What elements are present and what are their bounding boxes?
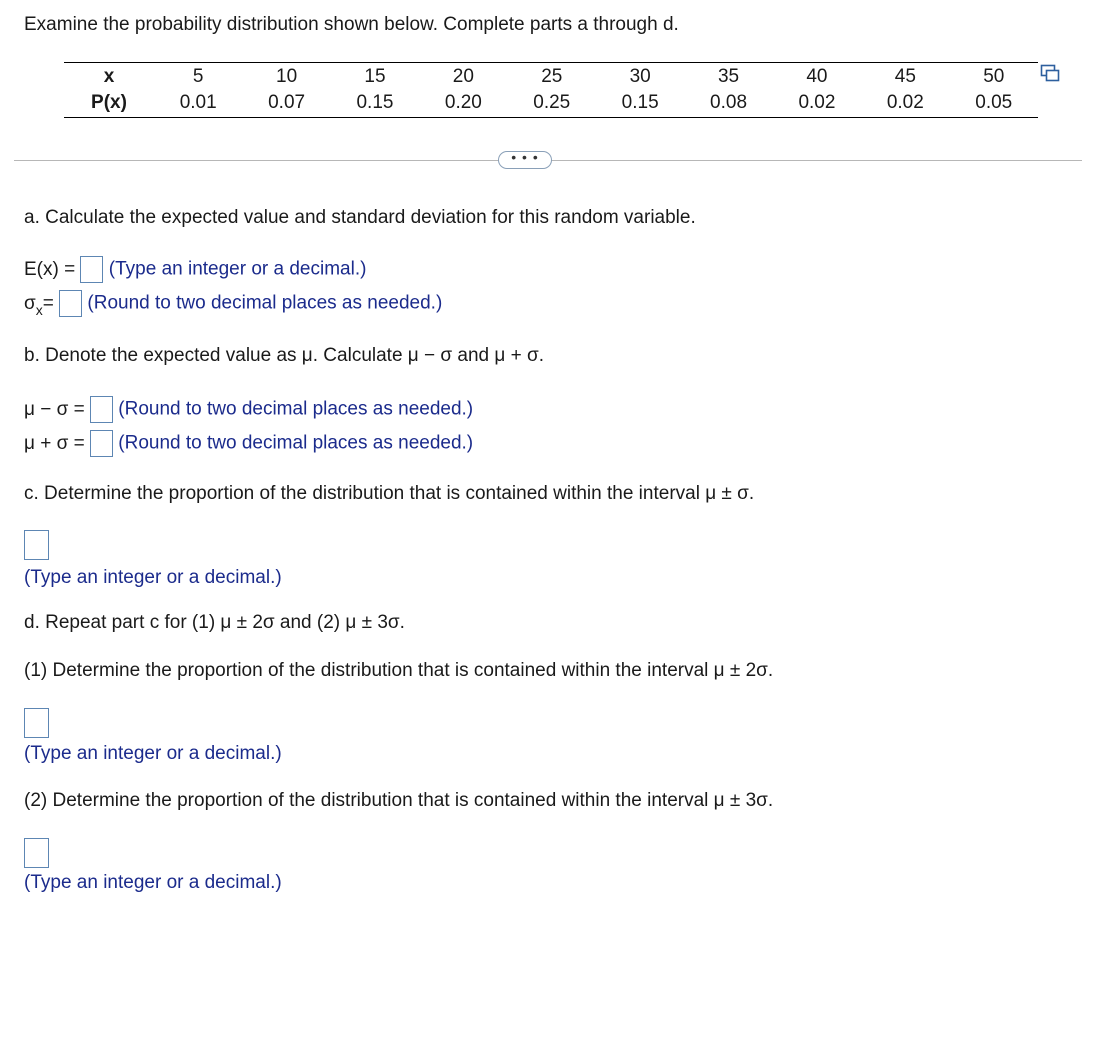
p-cell: 0.08: [684, 90, 772, 118]
p-cell: 0.02: [773, 90, 861, 118]
x-cell: 40: [773, 63, 861, 91]
sigma-row: [24, 290, 442, 317]
part-a-prompt: a. Calculate the expected value and standard deviation for this random variable.: [24, 207, 696, 228]
mu-plus-sigma-input[interactable]: [90, 430, 113, 457]
mu-plus-row: [24, 430, 473, 457]
expand-more-button[interactable]: • • •: [498, 151, 552, 169]
sigma-label: [24, 292, 54, 318]
mu-minus-sigma-input[interactable]: [90, 396, 113, 423]
x-cell: 45: [861, 63, 949, 91]
p-cell: 0.25: [508, 90, 596, 118]
part-d-prompt: d. Repeat part c for (1) μ ± 2σ and (2) μ ± 3σ.: [24, 612, 405, 633]
part-c-prompt: c. Determine the proportion of the distribution that is contained within the interval μ ± σ.: [24, 483, 755, 504]
p-cell: 0.02: [861, 90, 949, 118]
x-row: [64, 63, 1038, 91]
p-cell: 0.01: [154, 90, 242, 118]
sigma-subscript: x: [35, 301, 43, 318]
x-cell: 30: [596, 63, 684, 91]
p-cell: 0.20: [419, 90, 507, 118]
mu-minus-row: [24, 396, 473, 423]
ex-input[interactable]: [80, 256, 103, 283]
part-d2-input[interactable]: [24, 838, 49, 868]
x-cell: 10: [242, 63, 330, 91]
p-header: P(x): [64, 90, 154, 118]
part-b-prompt: b. Denote the expected value as μ. Calculate μ − σ and μ + σ.: [24, 345, 544, 366]
p-cell: 0.15: [596, 90, 684, 118]
part-d2-prompt: (2) Determine the proportion of the distribution that is contained within the interval μ ± 3σ.: [24, 790, 774, 811]
sigma-input[interactable]: [59, 290, 82, 317]
mu-plus-label: μ + σ =: [24, 432, 85, 454]
sigma-symbol: σ: [24, 292, 36, 314]
probability-table: [64, 62, 1038, 118]
x-cell: 50: [950, 63, 1038, 91]
x-cell: 5: [154, 63, 242, 91]
p-cell: 0.05: [950, 90, 1038, 118]
part-c-input[interactable]: [24, 530, 49, 560]
x-cell: 15: [331, 63, 419, 91]
x-cell: 25: [508, 63, 596, 91]
copy-table-icon[interactable]: [1040, 64, 1060, 82]
ex-row: [24, 256, 366, 283]
p-cell: 0.15: [331, 90, 419, 118]
ex-hint: (Type an integer or a decimal.): [108, 258, 367, 280]
instructions: Examine the probability distribution shown below. Complete parts a through d.: [24, 14, 679, 35]
sigma-equals: =: [42, 292, 54, 314]
part-d1-hint: (Type an integer or a decimal.): [24, 743, 282, 764]
mu-plus-hint: (Round to two decimal places as needed.): [118, 432, 474, 454]
x-cell: 20: [419, 63, 507, 91]
ex-label: E(x) =: [24, 258, 76, 280]
mu-minus-hint: (Round to two decimal places as needed.): [118, 398, 474, 420]
mu-minus-label: μ − σ =: [24, 398, 85, 420]
p-row: [64, 90, 1038, 118]
p-cell: 0.07: [242, 90, 330, 118]
part-d1-prompt: (1) Determine the proportion of the distribution that is contained within the interval μ ± 2σ.: [24, 660, 774, 681]
part-d2-hint: (Type an integer or a decimal.): [24, 872, 282, 893]
part-d1-input[interactable]: [24, 708, 49, 738]
x-cell: 35: [684, 63, 772, 91]
part-c-hint: (Type an integer or a decimal.): [24, 567, 282, 588]
sigma-hint: (Round to two decimal places as needed.): [87, 292, 443, 314]
x-header: x: [64, 63, 154, 91]
